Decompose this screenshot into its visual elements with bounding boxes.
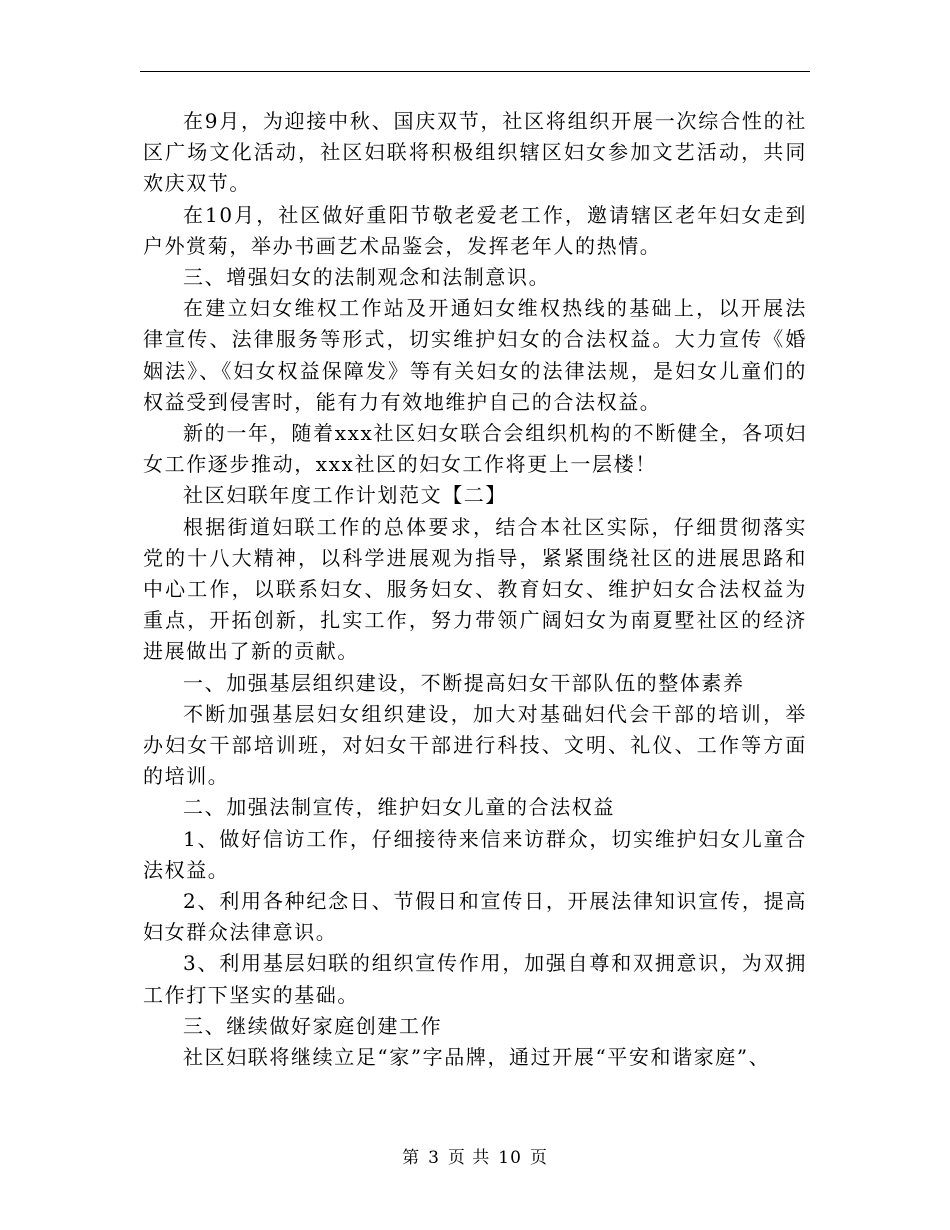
- paragraph-family-brand: 社区妇联将继续立足“家”字品牌，通过开展“平安和谐家庭”、: [183, 1045, 771, 1070]
- paragraph-september: 在9月，为迎接中秋、国庆双节，社区将组织开展一次综合性的社区广场文化活动，社区妇联将积极组织辖区妇女参加文艺活动，共同欢庆双节。: [143, 109, 807, 196]
- paragraph-training: 不断加强基层妇女组织建设，加大对基础妇代会干部的培训，举办妇女干部培训班，对妇女干部进行科技、文明、礼仪、工作等方面的培训。: [143, 701, 807, 789]
- paragraph-new-year: 新的一年，随着xxx社区妇女联合会组织机构的不断健全，各项妇女工作逐步推动，xxx社区的妇女工作将更上一层楼！: [143, 421, 807, 477]
- footer-total-pages: 10: [498, 1148, 522, 1168]
- page-footer: [0, 1146, 950, 1170]
- footer-prefix: 第: [402, 1148, 421, 1168]
- footer-middle: 页 共: [447, 1148, 491, 1168]
- footer-page-number: 3: [428, 1148, 440, 1168]
- section-heading-legal-publicity: 二、加强法制宣传，维护妇女儿童的合法权益: [183, 795, 615, 820]
- section-heading-organization: 一、加强基层组织建设，不断提高妇女干部队伍的整体素养: [183, 670, 745, 695]
- paragraph-rights-station: 在建立妇女维权工作站及开通妇女维权热线的基础上，以开展法律宣传、法律服务等形式，切实维护妇女的合法权益。大力宣传《婚姻法》、《妇女权益保障发》等有关妇女的法律法规，是妇女儿童们的权益受到侵害时，能有力有效地维护自己的合法权益。: [143, 296, 807, 414]
- paragraph-requirements: 根据街道妇联工作的总体要求，结合本社区实际，仔细贯彻落实党的十八大精神，以科学进展观为指导，紧紧围绕社区的进展思路和中心工作，以联系妇女、服务妇女、教育妇女、维护妇女合法权益为重点，开拓创新，扎实工作，努力带领广阔妇女为南夏墅社区的经济进展做出了新的贡献。: [143, 514, 807, 664]
- list-item-commemoration-days: 2、利用各种纪念日、节假日和宣传日，开展法律知识宣传，提高妇女群众法律意识。: [143, 889, 807, 945]
- section-heading-legal-awareness: 三、增强妇女的法制观念和法制意识。: [183, 265, 551, 290]
- footer-suffix: 页: [529, 1148, 548, 1168]
- document-body: [143, 106, 807, 1073]
- paragraph-october: 在10月，社区做好重阳节敬老爱老工作，邀请辖区老年妇女走到户外赏菊，举办书画艺术品鉴会，发挥老年人的热情。: [143, 202, 807, 258]
- list-item-grassroots: 3、利用基层妇联的组织宣传作用，加强自尊和双拥意识，为双拥工作打下坚实的基础。: [143, 951, 807, 1007]
- header-rule: [140, 71, 810, 72]
- list-item-petitions: 1、做好信访工作，仔细接待来信来访群众，切实维护妇女儿童合法权益。: [143, 826, 807, 882]
- article-title-part-two: 社区妇联年度工作计划范文【二】: [183, 483, 507, 508]
- section-heading-family: 三、继续做好家庭创建工作: [183, 1013, 443, 1038]
